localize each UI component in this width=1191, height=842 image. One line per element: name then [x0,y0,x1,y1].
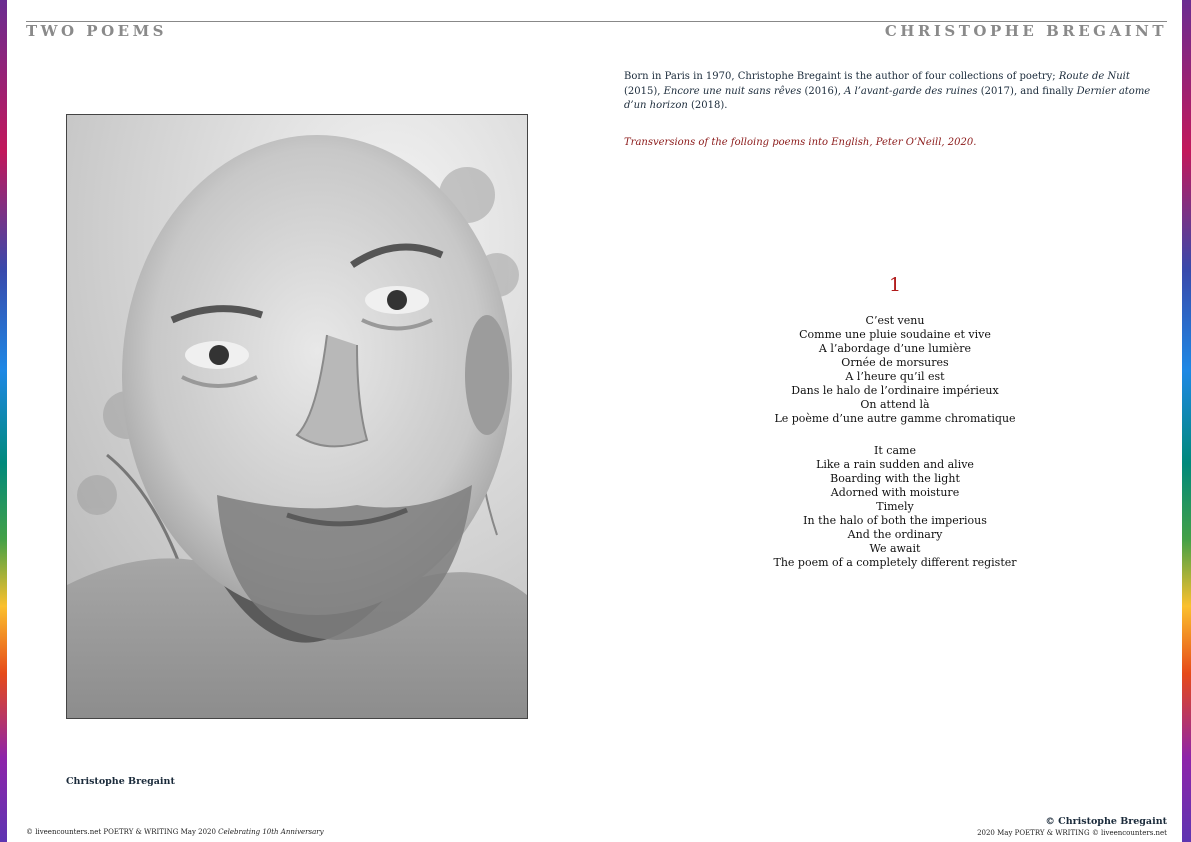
poem-line: It came [874,444,916,457]
poem-line: In the halo of both the imperious [803,514,987,527]
poem-line: Le poème d’une autre gamme chromatique [774,412,1016,425]
footer-anniversary: Celebrating 10th Anniversary [218,828,324,836]
bio-text: (2018). [687,100,728,111]
portrait-image [67,115,527,718]
book-title: Dernier atome d’un horizon [624,85,1151,111]
bio-text: Born in Paris in 1970, Christophe Bregaint is the author of four collections of poetry; [624,71,1059,82]
book-title: Encore une nuit sans rêves [663,85,802,97]
author-bio [624,70,1168,114]
poem-line: Adorned with moisture [830,486,960,499]
poem-line: On attend là [860,398,930,411]
footer-text: © liveencounters.net POETRY & WRITING May 2020 [26,828,219,836]
section-title: TWO POEMS [26,22,168,40]
bio-text: (2017), and finally [977,85,1077,97]
poem-line: A l’heure qu’il est [845,370,945,383]
english-stanza [624,444,1166,570]
bio-text: (2016), [801,85,845,97]
french-stanza [624,314,1166,426]
poem-line: And the ordinary [847,528,943,541]
poem-line: A l’abordage d’une lumière [818,342,972,355]
author-portrait-photo [66,114,528,719]
left-color-border [0,0,7,842]
poem-number: 1 [888,274,902,296]
footer-publication [26,828,324,836]
photo-caption: Christophe Bregaint [66,776,175,787]
poem-line: C’est venu [865,314,925,327]
poem-line: Ornée de morsures [841,356,949,369]
bio-text: (2015), [624,85,664,97]
poem-line: Like a rain sudden and alive [816,458,974,471]
poem-line: The poem of a completely different register [773,556,1017,569]
poem-line: We await [869,542,921,555]
book-title: A l’avant-garde des ruines [844,85,978,97]
author-title: CHRISTOPHE BREGAINT [884,22,1167,40]
footer-copyright: © Christophe Bregaint [1045,816,1167,827]
footer-issue: 2020 May POETRY & WRITING © liveencounters.net [977,829,1167,837]
poem-line: Dans le halo de l’ordinaire impérieux [791,384,999,397]
translation-note: Transversions of the folloing poems into English, Peter O’Neill, 2020. [624,137,977,148]
book-title: Route de Nuit [1058,71,1130,82]
right-color-border [1182,0,1191,842]
poem-line: Timely [876,500,914,513]
poem-line: Comme une pluie soudaine et vive [799,328,991,341]
poem-line: Boarding with the light [830,472,960,485]
